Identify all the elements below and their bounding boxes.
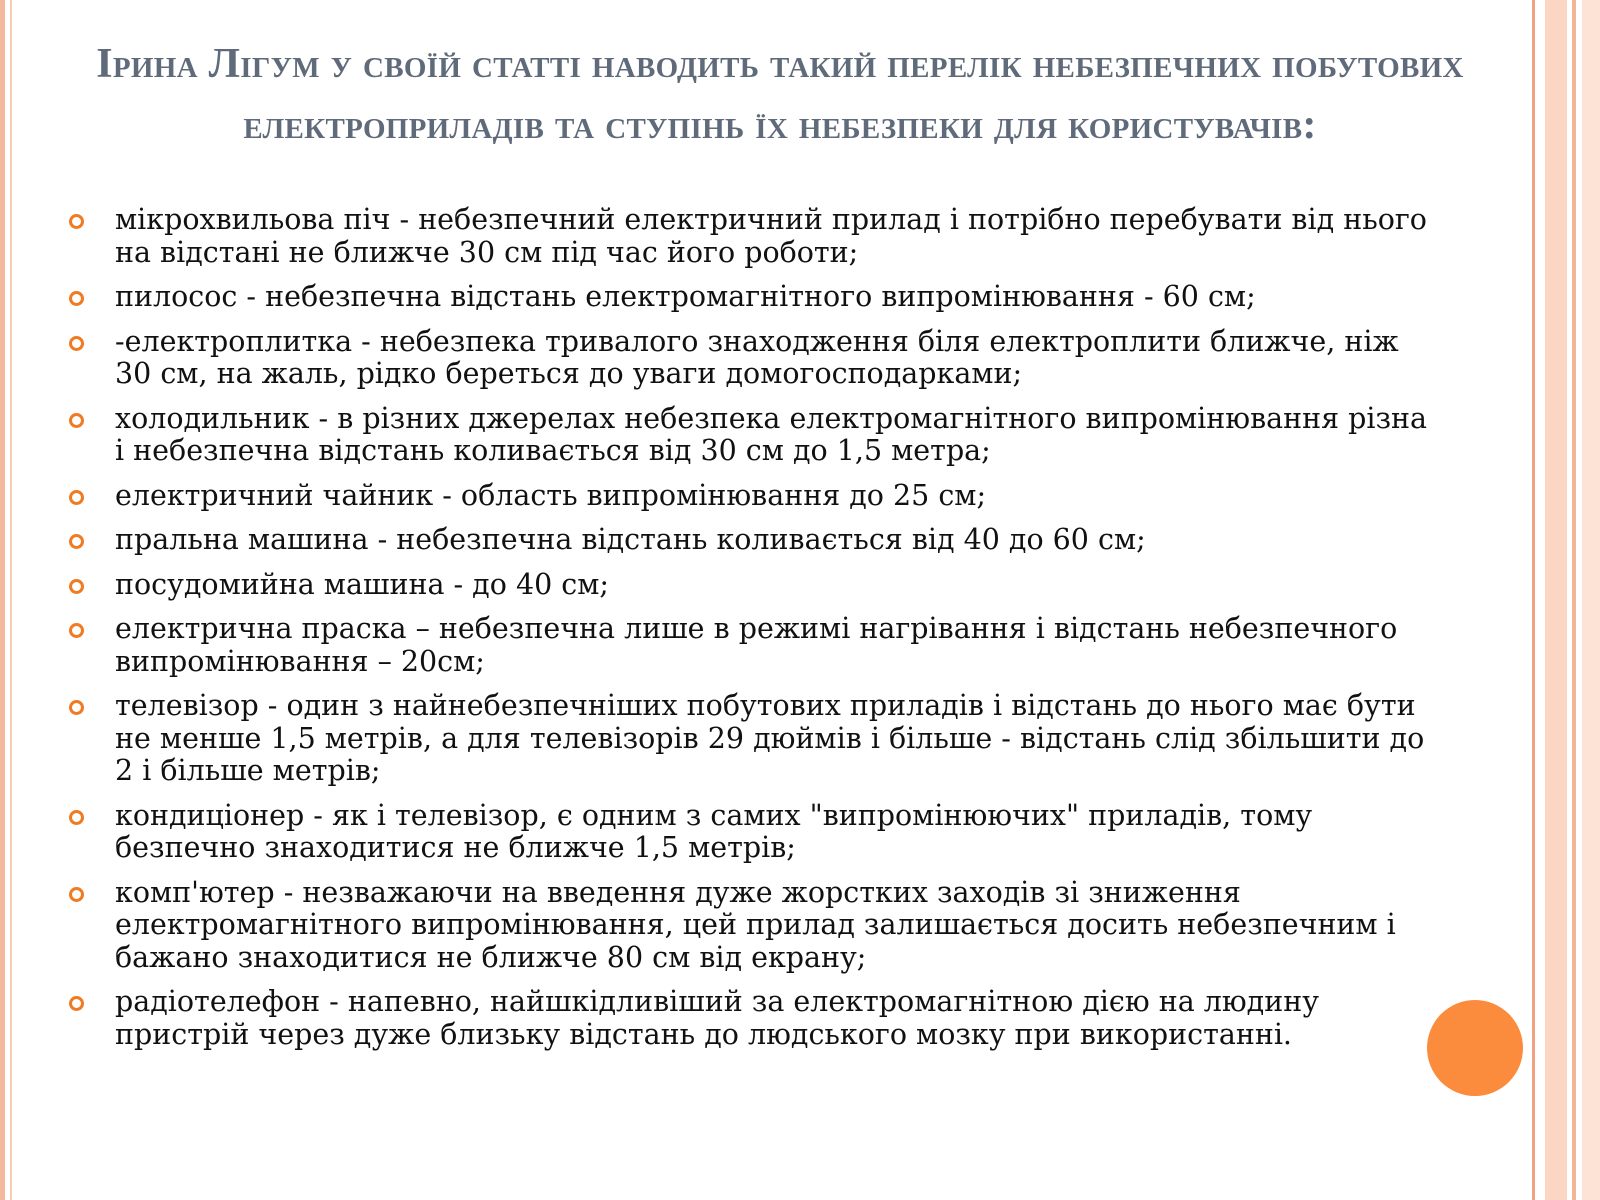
list-item-text: комп'ютер - незважаючи на введення дуже жорстких заходів зі зниження електромагнітного випромінювання, цей прилад залишається досить небезпечним і бажано знаходитися не ближче 80 см від екрану; (115, 875, 1396, 974)
bullet-ring-icon (69, 579, 84, 594)
list-item-text: телевізор - один з найнебезпечніших побутових приладів і відстань до нього має бути не менше 1,5 метрів, а для телевізорів 29 дюймів і більше - відстань слід збільшити до 2 і більше метрів; (115, 689, 1425, 787)
appliance-list (65, 204, 1435, 1063)
bullet-ring-icon (69, 700, 84, 715)
bullet-ring-icon (69, 490, 84, 505)
list-item-text: пральна машина - небезпечна відстань коливається від 40 до 60 см; (115, 523, 1146, 556)
bullet-ring-icon (69, 810, 84, 825)
list-item-iron (65, 613, 1435, 678)
list-item-text: електричний чайник - область випромінювання до 25 см; (115, 478, 987, 512)
bullet-ring-icon (69, 413, 84, 428)
list-item-text: мікрохвильова піч - небезпечний електричний прилад і потрібно перебувати від нього на відстані не ближче 30 см під час його роботи; (115, 203, 1427, 269)
list-item-washer (65, 524, 1435, 557)
bullet-ring-icon (69, 534, 84, 549)
decorative-orange-circle (1427, 1000, 1523, 1096)
list-item-kettle (65, 480, 1435, 513)
right-border-stripe-4 (1582, 0, 1600, 1200)
list-item-cordless-phone (65, 986, 1435, 1051)
bullet-ring-icon (69, 214, 84, 229)
bullet-ring-icon (69, 996, 84, 1011)
list-item-computer (65, 877, 1435, 975)
list-item-text: радіотелефон - напевно, найшкідливіший за електромагнітною дією на людину пристрій через дуже близьку відстань до людського мозку при використанні. (115, 985, 1319, 1051)
right-border-stripe-2 (1545, 0, 1567, 1200)
right-border-stripe-1 (1532, 0, 1535, 1200)
list-item-tv (65, 690, 1435, 788)
list-item-text: посудомийна машина - до 40 см; (115, 567, 610, 601)
list-item-text: пилосос - небезпечна відстань електромагнітного випромінювання - 60 см; (115, 280, 1256, 313)
list-item-microwave (65, 204, 1435, 269)
bullet-ring-icon (69, 887, 84, 902)
bullet-ring-icon (69, 623, 84, 638)
bullet-ring-icon (69, 291, 84, 306)
left-border-stripe (0, 0, 5, 1200)
left-border-thin-stripe (10, 0, 12, 1200)
list-item-hotplate (65, 326, 1435, 391)
list-item-fridge (65, 403, 1435, 468)
list-item-text: -електроплитка - небезпека тривалого знаходження біля електроплити ближче, ніж 30 см, на жаль, рідко береться до уваги домогосподарками; (115, 324, 1399, 390)
list-item-vacuum (65, 281, 1435, 314)
list-item-text: кондиціонер - як і телевізор, є одним з самих "випромінюючих" приладів, тому безпечно знаходитися не ближче 1,5 метрів; (115, 798, 1313, 864)
right-border-stripe-3 (1572, 0, 1576, 1200)
bullet-ring-icon (69, 336, 84, 351)
slide-title: Ірина Лігум у своїй статті наводить такий перелік небезпечних побутових електроприладів та ступінь їх небезпеки для користувачів: (96, 41, 1464, 148)
list-item-air-conditioner (65, 800, 1435, 865)
list-item-dishwasher (65, 569, 1435, 602)
list-item-text: холодильник - в різних джерелах небезпека електромагнітного випромінювання різна і небезпечна відстань коливається від 30 см до 1,5 метра; (115, 401, 1428, 467)
list-item-text: електрична праска – небезпечна лише в режимі нагрівання і відстань небезпечного випромінювання – 20см; (115, 612, 1398, 678)
